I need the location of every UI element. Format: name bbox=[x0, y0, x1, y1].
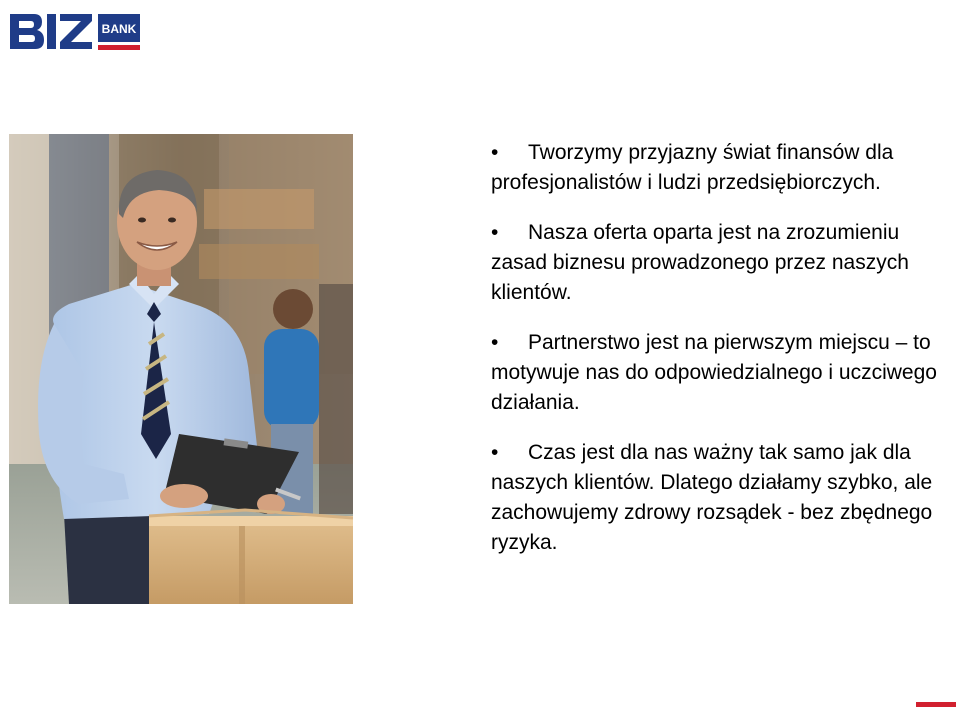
list-item bbox=[491, 218, 946, 308]
bullet-point: • bbox=[491, 141, 499, 164]
list-item bbox=[491, 138, 946, 198]
company-values-list bbox=[491, 138, 946, 578]
businessman-warehouse-photo bbox=[9, 134, 353, 604]
decorative-red-bar bbox=[916, 702, 956, 707]
logo-graphic bbox=[8, 9, 142, 54]
list-item bbox=[491, 438, 946, 558]
list-item-text: Partnerstwo jest na pierwszym miejscu – to motywuje nas do odpowiedzialnego i uczciwego działania. bbox=[491, 331, 937, 414]
bullet-point: • bbox=[491, 441, 499, 464]
biz-bank-logo bbox=[8, 9, 142, 54]
list-item-text: Tworzymy przyjazny świat finansów dla profesjonalistów i ludzi przedsiębiorczych. bbox=[491, 141, 894, 194]
bullet-point: • bbox=[491, 221, 499, 244]
bullet-point: • bbox=[491, 331, 499, 354]
list-item-text: Czas jest dla nas ważny tak samo jak dla naszych klientów. Dlatego działamy szybko, ale zachowujemy zdrowy rozsądek - bez zbędnego ryzyka. bbox=[491, 441, 933, 554]
list-item-text: Nasza oferta oparta jest na zrozumieniu zasad biznesu prowadzonego przez naszych klientów. bbox=[491, 221, 909, 304]
logo-bank-label: BANK bbox=[101, 22, 137, 36]
list-item bbox=[491, 328, 946, 418]
